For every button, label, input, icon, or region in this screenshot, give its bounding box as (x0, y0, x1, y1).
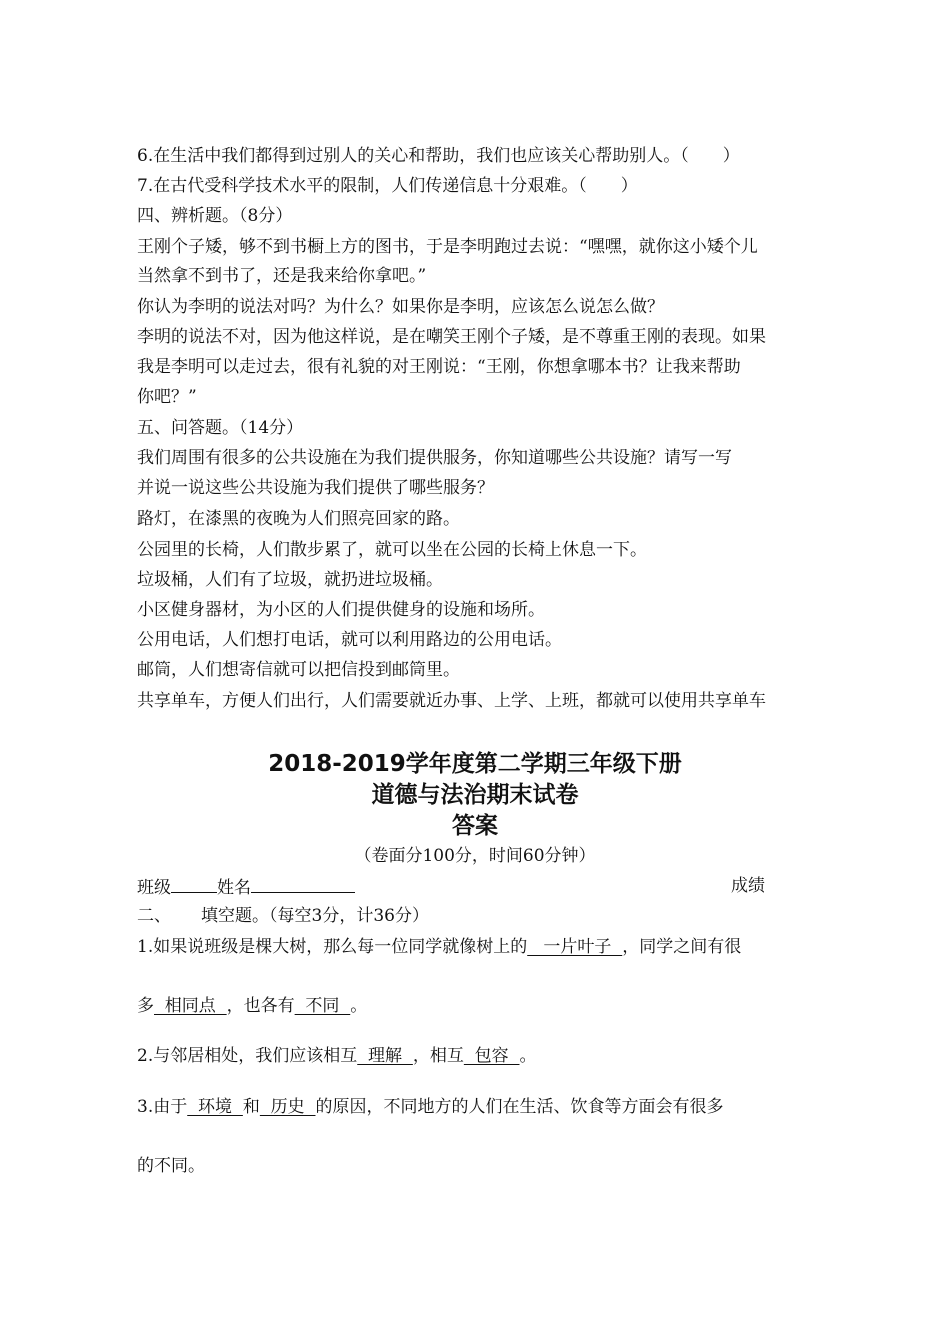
fill-section-number: 二、 (137, 906, 171, 926)
section4-question: 你认为李明的说法对吗？为什么？如果你是李明，应该怎么说怎么做？ (137, 297, 664, 317)
section5-answer: 邮筒，人们想寄信就可以把信投到邮筒里。 (137, 660, 460, 680)
fill-question-3: 3.由于 环境 和 历史 的原因，不同地方的人们在生活、饮食等方面会有很多 (137, 1097, 724, 1117)
section5-answer: 小区健身器材，为小区的人们提供健身的设施和场所。 (137, 600, 545, 620)
section4-answer-line: 李明的说法不对，因为他这样说，是在嘲笑王刚个子矮，是不尊重王刚的表现。如果 (137, 327, 766, 347)
answer-blank: 包容 (463, 1046, 520, 1066)
section4-story-line: 当然拿不到书了，还是我来给你拿吧。” (137, 266, 427, 286)
answer-blank: 相同点 (154, 996, 227, 1016)
answer-blank: 不同 (294, 996, 351, 1016)
fill-question-1-cont: 多 相同点 ，也各有 不同 。 (137, 996, 368, 1016)
score-label: 成绩 (731, 876, 765, 896)
section4-answer-line: 我是李明可以走过去，很有礼貌的对王刚说：“王刚，你想拿哪本书？让我来帮助 (137, 357, 741, 377)
class-blank (171, 876, 217, 893)
fill-section-title: 填空题。（每空3分，计36分） (201, 906, 429, 926)
tf-item-6: 6.在生活中我们都得到过别人的关心和帮助，我们也应该关心帮助别人。（ ） (137, 146, 740, 166)
section5-question-line: 并说一说这些公共设施为我们提供了哪些服务？ (137, 478, 494, 498)
tf-item-7: 7.在古代受科学技术水平的限制，人们传递信息十分艰难。（ ） (137, 176, 638, 196)
exam-subject: 道德与法治期末试卷 (371, 782, 579, 808)
fill-section-heading (137, 906, 429, 926)
section5-answer: 公用电话，人们想打电话，就可以利用路边的公用电话。 (137, 630, 562, 650)
section4-heading: 四、辨析题。（8分） (137, 206, 293, 226)
answer-blank: 一片叶子 (527, 937, 623, 957)
section5-answer: 共享单车，方便人们出行，人们需要就近办事、上学、上班，都就可以使用共享单车 (137, 691, 766, 711)
class-label: 班级 (137, 878, 171, 898)
exam-answer-title: 答案 (452, 813, 498, 839)
section5-answer: 公园里的长椅，人们散步累了，就可以坐在公园的长椅上休息一下。 (137, 540, 647, 560)
section4-story-line: 王刚个子矮，够不到书橱上方的图书，于是李明跑过去说：“嘿嘿，就你这小矮个儿 (137, 237, 758, 257)
section4-answer-line: 你吧？” (137, 387, 197, 407)
section5-answer: 垃圾桶，人们有了垃圾，就扔进垃圾桶。 (137, 570, 443, 590)
section5-answer: 路灯，在漆黑的夜晚为人们照亮回家的路。 (137, 509, 460, 529)
answer-blank: 理解 (357, 1046, 413, 1066)
exam-title: 2018-2019学年度第二学期三年级下册 (268, 751, 682, 777)
fill-question-1: 1.如果说班级是棵大树，那么每一位同学就像树上的 一片叶子 ，同学之间有很 (137, 937, 742, 957)
section5-question-line: 我们周围有很多的公共设施在为我们提供服务，你知道哪些公共设施？请写一写 (137, 448, 732, 468)
answer-blank: 环境 (187, 1097, 243, 1117)
answer-blank: 历史 (259, 1097, 316, 1117)
fill-question-3-cont: 的不同。 (137, 1156, 205, 1176)
name-blank (251, 876, 355, 893)
exam-subtitle: （卷面分100分，时间60分钟） (354, 846, 596, 866)
section5-heading: 五、问答题。（14分） (137, 418, 304, 438)
name-label: 姓名 (217, 878, 251, 898)
fill-question-2: 2.与邻居相处，我们应该相互 理解 ，相互 包容 。 (137, 1046, 537, 1066)
student-info-row (137, 876, 355, 898)
